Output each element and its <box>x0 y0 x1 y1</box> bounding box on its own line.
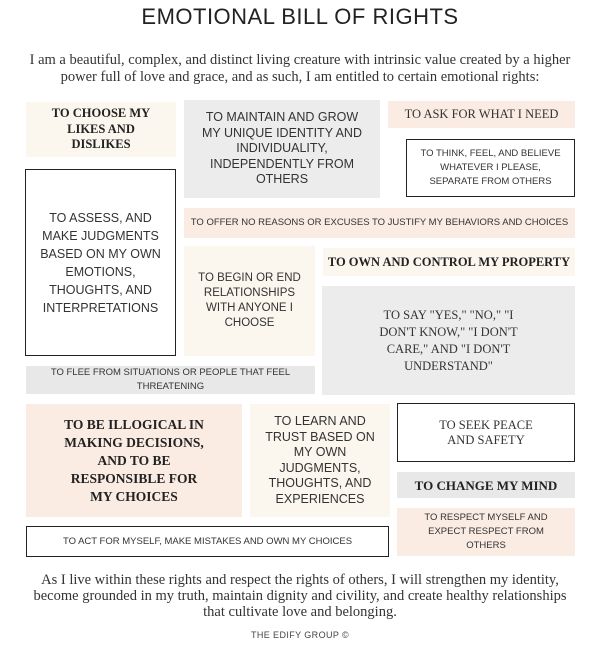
footer-credit: THE EDIFY GROUP © <box>250 630 350 640</box>
right-respect: TO RESPECT MYSELF AND EXPECT RESPECT FROM OTHERS <box>397 508 575 556</box>
intro-text: I am a beautiful, complex, and distinct living creature with intrinsic value created by a higher power full of love and grace, and as such, I am entitled to certain emotional rights: <box>29 52 571 85</box>
right-illogical: TO BE ILLOGICAL IN MAKING DECISIONS, AND TO BE RESPONSIBLE FOR MY CHOICES <box>26 404 242 517</box>
closing-text: As I live within these rights and respect the rights of others, I will strengthen my identity, become grounded in my truth, maintain dignity and civility, and create healthy relationships that cultivate love and belonging. <box>33 572 567 620</box>
right-maintain-identity: TO MAINTAIN AND GROW MY UNIQUE IDENTITY AND INDIVIDUALITY, INDEPENDENTLY FROM OTHERS <box>184 100 380 198</box>
right-act-myself: TO ACT FOR MYSELF, MAKE MISTAKES AND OWN MY CHOICES <box>26 526 389 557</box>
right-peace: TO SEEK PEACE AND SAFETY <box>397 403 575 462</box>
right-choose-likes: TO CHOOSE MY LIKES AND DISLIKES <box>26 102 176 157</box>
right-say-yes-no: TO SAY "YES," "NO," "I DON'T KNOW," "I DON'T CARE," AND "I DON'T UNDERSTAND" <box>322 286 575 395</box>
right-property: TO OWN AND CONTROL MY PROPERTY <box>323 248 575 276</box>
right-flee: TO FLEE FROM SITUATIONS OR PEOPLE THAT FEEL THREATENING <box>26 366 315 394</box>
page-title: EMOTIONAL BILL OF RIGHTS <box>141 4 459 29</box>
right-no-reasons: TO OFFER NO REASONS OR EXCUSES TO JUSTIFY MY BEHAVIORS AND CHOICES <box>184 208 575 238</box>
right-think-feel: TO THINK, FEEL, AND BELIEVE WHATEVER I PLEASE, SEPARATE FROM OTHERS <box>406 139 575 197</box>
right-change-mind: TO CHANGE MY MIND <box>397 472 575 498</box>
right-relationships: TO BEGIN OR END RELATIONSHIPS WITH ANYONE I CHOOSE <box>184 246 315 356</box>
right-learn-trust: TO LEARN AND TRUST BASED ON MY OWN JUDGMENTS, THOUGHTS, AND EXPERIENCES <box>250 404 390 517</box>
right-ask-need: TO ASK FOR WHAT I NEED <box>388 101 575 128</box>
right-assess: TO ASSESS, AND MAKE JUDGMENTS BASED ON MY OWN EMOTIONS, THOUGHTS, AND INTERPRETATIONS <box>25 169 176 356</box>
